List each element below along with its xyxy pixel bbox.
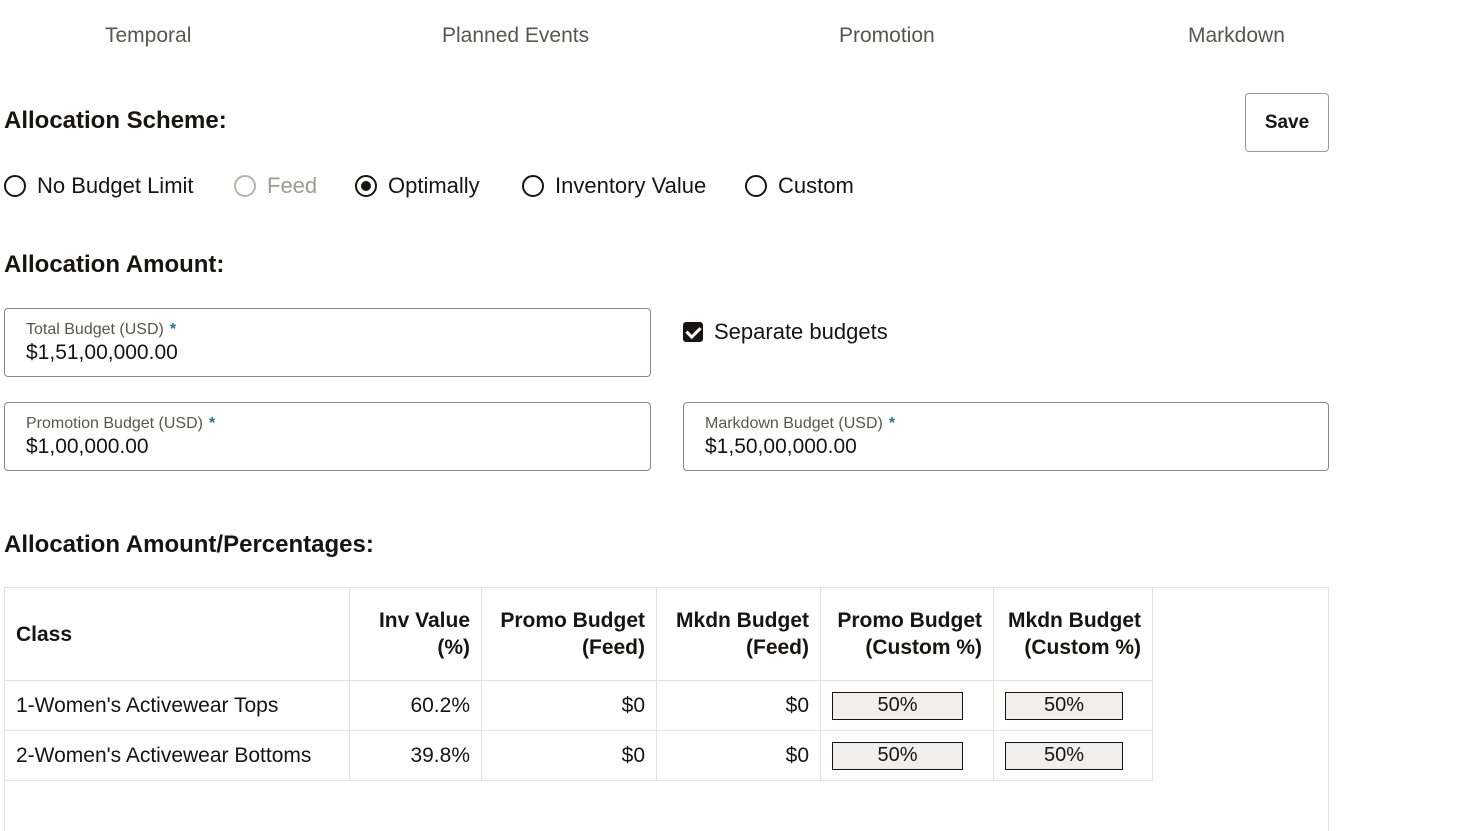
table-row (5, 681, 1153, 731)
tab-markdown[interactable]: Markdown (1188, 24, 1285, 47)
mkdn-custom-input[interactable] (1005, 742, 1123, 770)
cell-class: 1-Women's Activewear Tops (5, 681, 350, 731)
radio-circle-icon (234, 175, 256, 197)
cell-promo-custom (821, 731, 994, 781)
header-promo-custom: Promo Budget (Custom %) (821, 588, 994, 681)
cell-promo-custom (821, 681, 994, 731)
cell-mkdn-custom (994, 731, 1153, 781)
total-budget-label: Total Budget (USD) * (26, 321, 177, 338)
table-row (5, 731, 1153, 781)
radio-label: Optimally (388, 173, 480, 198)
required-indicator: * (208, 415, 216, 432)
promotion-budget-label: Promotion Budget (USD) * (26, 415, 216, 432)
radio-no-budget-limit[interactable] (4, 170, 194, 202)
radio-selected-icon (355, 175, 377, 197)
header-class: Class (5, 588, 350, 681)
radio-inventory-value[interactable] (522, 170, 706, 202)
markdown-budget-label: Markdown Budget (USD) * (705, 415, 896, 432)
tab-planned-events[interactable]: Planned Events (442, 24, 590, 47)
radio-optimally[interactable] (355, 170, 480, 202)
header-promo-feed: Promo Budget (Feed) (482, 588, 657, 681)
total-budget-field[interactable] (4, 308, 651, 377)
header-mkdn-custom: Mkdn Budget (Custom %) (994, 588, 1153, 681)
markdown-budget-field[interactable] (683, 402, 1329, 471)
radio-label: Feed (267, 173, 318, 198)
cell-mkdn-feed: $0 (657, 731, 821, 781)
promo-custom-input[interactable] (832, 692, 963, 720)
header-mkdn-feed: Mkdn Budget (Feed) (657, 588, 821, 681)
promotion-budget-input[interactable] (26, 435, 586, 459)
cell-inv-value: 39.8% (350, 731, 482, 781)
cell-inv-value: 60.2% (350, 681, 482, 731)
table-header-row (5, 588, 1153, 681)
radio-label: No Budget Limit (37, 173, 194, 198)
markdown-budget-input[interactable] (705, 435, 1265, 459)
radio-circle-icon (4, 175, 26, 197)
cell-promo-feed: $0 (482, 681, 657, 731)
allocation-amount-title: Allocation Amount: (4, 251, 225, 278)
header-inv-value: Inv Value (%) (350, 588, 482, 681)
cell-mkdn-custom (994, 681, 1153, 731)
radio-label: Inventory Value (555, 173, 707, 198)
required-indicator: * (888, 415, 896, 432)
mkdn-custom-input[interactable] (1005, 692, 1123, 720)
allocation-scheme-title: Allocation Scheme: (4, 107, 227, 134)
cell-promo-feed: $0 (482, 731, 657, 781)
promotion-budget-field[interactable] (4, 402, 651, 471)
separate-budgets-label: Separate budgets (714, 319, 888, 344)
checkbox-checked-icon (683, 322, 703, 342)
radio-label: Custom (778, 173, 854, 198)
cell-class: 2-Women's Activewear Bottoms (5, 731, 350, 781)
cell-mkdn-feed: $0 (657, 681, 821, 731)
required-indicator: * (169, 321, 177, 338)
promo-custom-input[interactable] (832, 742, 963, 770)
allocation-table (4, 587, 1153, 781)
radio-feed (234, 170, 317, 202)
radio-circle-icon (745, 175, 767, 197)
tab-promotion[interactable]: Promotion (839, 24, 935, 47)
save-button[interactable]: Save (1245, 93, 1329, 152)
tab-bar (0, 0, 1467, 78)
allocation-percentages-title: Allocation Amount/Percentages: (4, 531, 374, 558)
total-budget-input[interactable] (26, 341, 586, 365)
tab-temporal[interactable]: Temporal (105, 24, 192, 47)
radio-custom[interactable] (745, 170, 854, 202)
radio-circle-icon (522, 175, 544, 197)
separate-budgets-checkbox[interactable] (683, 318, 888, 346)
